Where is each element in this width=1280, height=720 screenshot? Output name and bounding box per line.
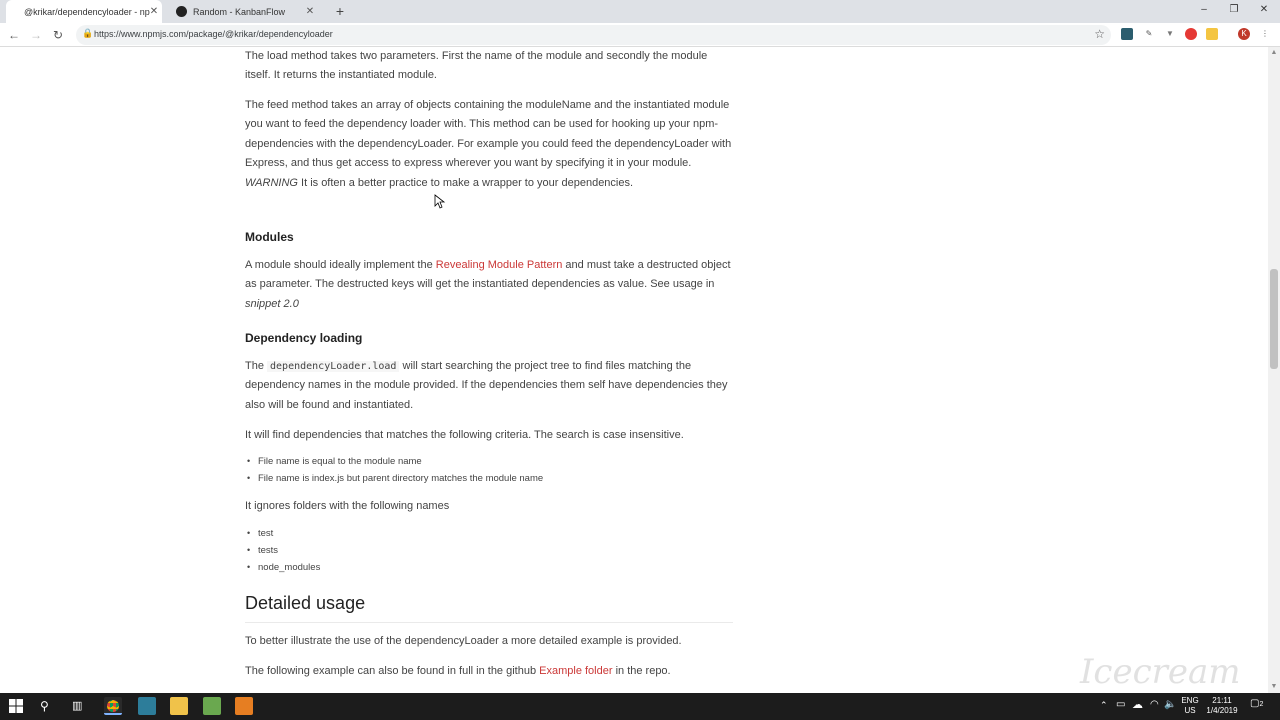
restore-button[interactable]: ❐ bbox=[1229, 4, 1239, 15]
vertical-scrollbar[interactable] bbox=[1268, 47, 1280, 693]
tab-kanbanflow[interactable] bbox=[164, 0, 324, 23]
tab-npm[interactable] bbox=[6, 0, 162, 23]
notes-extension-icon[interactable] bbox=[1206, 28, 1218, 40]
paragraph-modules: A module should ideally implement the Revealing Module Pattern and must take a destructed object as parameter. The destructed keys will get the instantiated dependencies as value. See usage in snippet 2.0 bbox=[245, 259, 731, 310]
adblock-extension-icon[interactable] bbox=[1185, 28, 1197, 40]
list-item: • File name is index.js but parent directory matches the module name bbox=[247, 473, 544, 484]
show-hidden-icons[interactable]: ⌃ bbox=[1100, 700, 1108, 710]
windows-taskbar bbox=[0, 693, 1280, 720]
page-content bbox=[0, 47, 1268, 693]
new-tab-button[interactable]: + bbox=[335, 3, 345, 19]
profile-avatar[interactable]: K bbox=[1238, 28, 1250, 40]
close-tab-icon[interactable]: ✕ bbox=[149, 5, 159, 17]
lock-icon: 🔒 bbox=[82, 28, 94, 38]
list-item: • node_modules bbox=[247, 562, 321, 573]
volume-icon[interactable]: 🔈 bbox=[1164, 699, 1177, 710]
heading-dependency-loading: Dependency loading bbox=[245, 331, 363, 345]
action-center-icon[interactable]: ▢2 bbox=[1250, 698, 1264, 709]
example-folder-link[interactable]: Example folder bbox=[539, 665, 613, 677]
heading-detailed-usage: Detailed usage bbox=[245, 593, 733, 623]
clock[interactable]: 21:11 1/4/2019 bbox=[1206, 696, 1238, 715]
tab-title: Random - KanbanFlow bbox=[193, 6, 286, 17]
paragraph-criteria: It will find dependencies that matches the following criteria. The search is case insensitive. bbox=[245, 429, 684, 441]
eyedropper-extension-icon[interactable]: ✎ bbox=[1145, 29, 1153, 38]
scroll-down-icon[interactable]: ▼ bbox=[1270, 683, 1278, 690]
mouse-cursor-icon bbox=[435, 195, 445, 209]
app-taskbar-icon[interactable] bbox=[138, 697, 156, 715]
kanbanflow-favicon-icon bbox=[176, 6, 187, 17]
paragraph-feed-method: The feed method takes an array of objects containing the moduleName and the instantiated module you want to feed the dependency loader with. This method can be used for hooking up your npm-dependencies with the dependencyLoader. For example you could feed the dependencyLoader with Express, and thus get access to express wherever you want by specifying it in your module. WARNING It is often a better practice to make a wrapper to your dependencies. bbox=[245, 99, 732, 189]
back-button[interactable]: ← bbox=[8, 28, 20, 42]
network-icon[interactable]: ◠ bbox=[1150, 699, 1159, 710]
onedrive-icon[interactable]: ☁ bbox=[1132, 699, 1143, 711]
tab-bar bbox=[0, 0, 1280, 23]
heading-modules: Modules bbox=[245, 230, 294, 244]
reload-button[interactable]: ↻ bbox=[52, 28, 64, 42]
browser-toolbar bbox=[0, 23, 1280, 47]
list-item: • tests bbox=[247, 545, 279, 556]
windows-start-icon[interactable] bbox=[8, 698, 24, 714]
paragraph-ignored: It ignores folders with the following names bbox=[245, 500, 450, 512]
forward-button[interactable]: → bbox=[30, 28, 42, 42]
warning-text: WARNING bbox=[245, 176, 298, 189]
close-tab-icon[interactable]: ✕ bbox=[305, 5, 315, 17]
paragraph-example-folder: The following example can also be found in full in the github Example folder in the repo. bbox=[245, 665, 671, 677]
system-tray-icon[interactable]: ▭ bbox=[1116, 699, 1126, 710]
revealing-module-pattern-link[interactable]: Revealing Module Pattern bbox=[435, 259, 563, 271]
url-text: https://www.npmjs.com/package/@krikar/dependencyloader bbox=[94, 29, 333, 39]
chrome-taskbar-icon[interactable] bbox=[104, 697, 122, 715]
inline-code: dependencyLoader.load bbox=[267, 361, 399, 372]
editor-taskbar-icon[interactable] bbox=[203, 697, 221, 715]
paragraph-load-method: The load method takes two parameters. First the name of the module and secondly the module itself. It returns the instantiated module. bbox=[245, 50, 708, 82]
filter-extension-icon[interactable]: ▼ bbox=[1166, 29, 1174, 38]
paragraph-dependency-loading: The dependencyLoader.load will start searching the project tree to find files matching the dependency names in the module provided. If the dependencies them self have dependencies they also will be found and instantiated. bbox=[245, 360, 728, 411]
search-icon[interactable]: ⚲ bbox=[40, 699, 49, 713]
file-explorer-icon[interactable] bbox=[170, 697, 188, 715]
minimize-button[interactable]: – bbox=[1201, 4, 1207, 15]
list-item: • test bbox=[247, 528, 274, 539]
task-view-icon[interactable]: ▥ bbox=[72, 700, 83, 712]
extension-icon[interactable] bbox=[1121, 28, 1133, 40]
list-item: • File name is equal to the module name bbox=[247, 456, 422, 467]
scroll-up-icon[interactable]: ▲ bbox=[1270, 49, 1278, 56]
input-language[interactable]: ENG US bbox=[1181, 696, 1199, 715]
scrollbar-thumb[interactable] bbox=[1270, 269, 1278, 369]
tab-title: @krikar/dependencyloader - np bbox=[24, 6, 150, 17]
recorder-taskbar-icon[interactable] bbox=[235, 697, 253, 715]
bookmark-star-icon[interactable]: ☆ bbox=[1094, 27, 1105, 41]
icecream-apps-watermark: Icecream bbox=[1080, 652, 1241, 692]
close-window-button[interactable]: ✕ bbox=[1259, 4, 1269, 15]
address-bar[interactable] bbox=[76, 25, 1111, 45]
menu-kebab-icon[interactable]: ⋮ bbox=[1261, 29, 1269, 38]
paragraph-detailed-usage: To better illustrate the use of the dependencyLoader a more detailed example is provided. bbox=[245, 635, 682, 647]
